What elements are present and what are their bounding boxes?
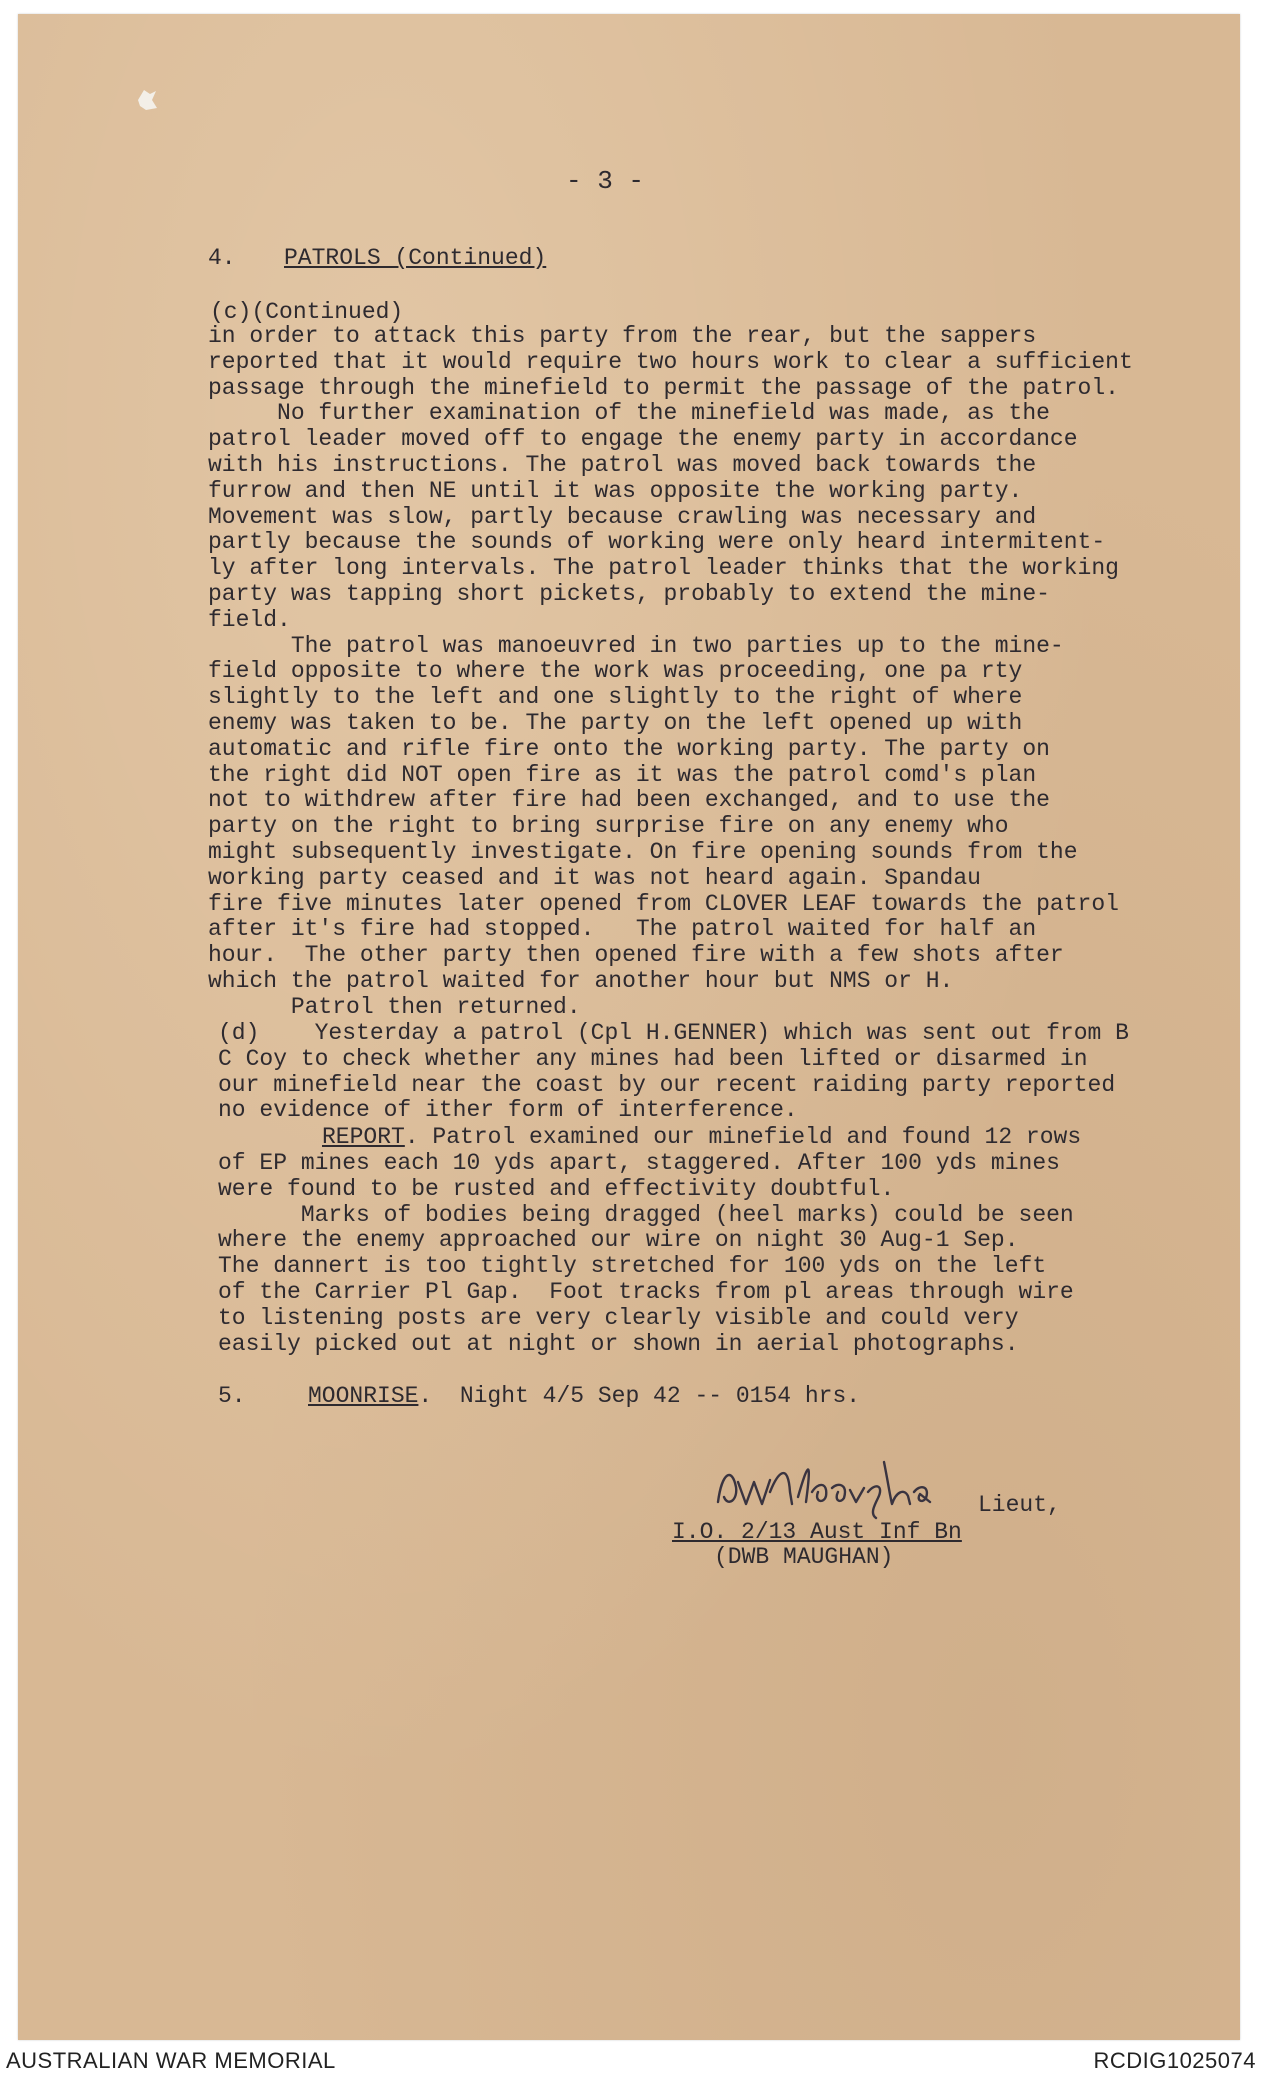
document-page [18,14,1240,2040]
page-number: - 3 - [566,166,645,196]
section-4-heading: PATROLS (Continued) [284,245,547,271]
paragraph-c-line-8: partly because the sounds of working were only heard intermitent- [208,529,1106,556]
paragraph-c-line-21: working party ceased and it was not heard again. Spandau [208,864,981,891]
paragraph-c-line-5: with his instructions. The patrol was moved back towards the [208,451,1037,478]
paragraph-d-line-2: our minefield near the coast by our recent raiding party reported [218,1071,1116,1098]
report-label: REPORT [322,1124,405,1150]
paragraph-c-line-25: which the patrol waited for another hour but NMS or H. [208,967,954,994]
paragraph-c-line-4: patrol leader moved off to engage the enemy party in accordance [208,426,1078,453]
subsection-c-label: (c)(Continued) [210,299,404,325]
report-line-7: to listening posts are very clearly visible and could very [218,1304,1019,1331]
report-line-2: were found to be rusted and effectivity doubtful. [218,1175,895,1202]
report-line-5: The dannert is too tightly stretched for 100 yds on the left [218,1253,1047,1280]
paragraph-c-line-17: the right did NOT open fire as it was the patrol comd's plan [208,761,1037,788]
paragraph-d-line-0: (d) Yesterday a patrol (Cpl H.GENNER) which was sent out from B [218,1020,1129,1046]
paragraph-c-line-2: passage through the minefield to permit the passage of the patrol. [208,374,1119,401]
report-line-6: of the Carrier Pl Gap. Foot tracks from pl areas through wire [218,1278,1074,1305]
section-5-number: 5. [218,1383,246,1409]
paper-tear-mark [136,88,158,112]
report-continuation [218,1151,1074,1357]
signature-name: (DWB MAUGHAN) [714,1544,894,1570]
report-line-3: Marks of bodies being dragged (heel marks) could be seen [218,1201,1074,1228]
paragraph-c-line-12: The patrol was manoeuvred in two parties up to the mine- [208,632,1064,659]
footer-id: RCDIG1025074 [1093,2048,1256,2073]
section-4-number: 4. [208,245,236,271]
report-paragraph [218,1125,1081,1151]
paragraph-c-line-1: reported that it would require two hours work to clear a sufficient [208,348,1133,375]
paragraph-c-line-23: after it's fire had stopped. The patrol waited for half an [208,916,1037,943]
paragraph-c-line-26: Patrol then returned. [208,993,581,1020]
paragraph-c-line-7: Movement was slow, partly because crawling was necessary and [208,503,1037,530]
paragraph-c-line-22: fire five minutes later opened from CLOVER LEAF towards the patrol [208,890,1119,917]
paragraph-c-line-24: hour. The other party then opened fire with a few shots after [208,942,1064,969]
paragraph-c-line-9: ly after long intervals. The patrol leader thinks that the working [208,555,1119,582]
report-line-8: easily picked out at night or shown in aerial photographs. [218,1330,1019,1357]
section-5-heading: MOONRISE [308,1383,419,1409]
paragraph-c-line-10: party was tapping short pickets, probably to extend the mine- [208,580,1050,607]
paragraph-c-line-16: automatic and rifle fire onto the working party. The party on [208,735,1050,762]
paragraph-c-line-14: slightly to the left and one slightly to the right of where [208,684,1023,711]
paragraph-c-line-18: not to withdrew after fire had been exchanged, and to use the [208,787,1050,814]
paragraph-d-line-3: no evidence of ither form of interference. [218,1097,798,1124]
paragraph-d [218,1021,1129,1124]
signature-rank: Lieut, [978,1492,1061,1518]
paragraph-c-line-11: field. [208,606,291,633]
report-line-4: where the enemy approached our wire on night 30 Aug-1 Sep. [218,1227,1019,1254]
paragraph-c-line-13: field opposite to where the work was proceeding, one pa rty [208,658,1023,685]
paragraph-c-line-0: in order to attack this party from the rear, but the sappers [208,323,1037,349]
paragraph-c-line-3: No further examination of the minefield was made, as the [208,400,1050,427]
report-line-1: of EP mines each 10 yds apart, staggered. After 100 yds mines [218,1150,1060,1176]
report-line-0: . Patrol examined our minefield and found 12 rows [404,1124,1082,1150]
paragraph-c-line-19: party on the right to bring surprise fire on any enemy who [208,813,1009,840]
signature-title: I.O. 2/13 Aust Inf Bn [672,1519,962,1545]
section-5-line [308,1384,860,1410]
footer-source: AUSTRALIAN WAR MEMORIAL [6,2048,336,2073]
paragraph-c-line-20: might subsequently investigate. On fire opening sounds from the [208,838,1078,865]
paragraph-d-line-1: C Coy to check whether any mines had been lifted or disarmed in [218,1045,1088,1072]
paragraph-c [208,324,1133,1021]
section-5-text: . Night 4/5 Sep 42 -- 0154 hrs. [418,1383,861,1409]
paragraph-c-line-6: furrow and then NE until it was opposite the working party. [208,477,1023,504]
paragraph-c-line-15: enemy was taken to be. The party on the left opened up with [208,709,1023,736]
